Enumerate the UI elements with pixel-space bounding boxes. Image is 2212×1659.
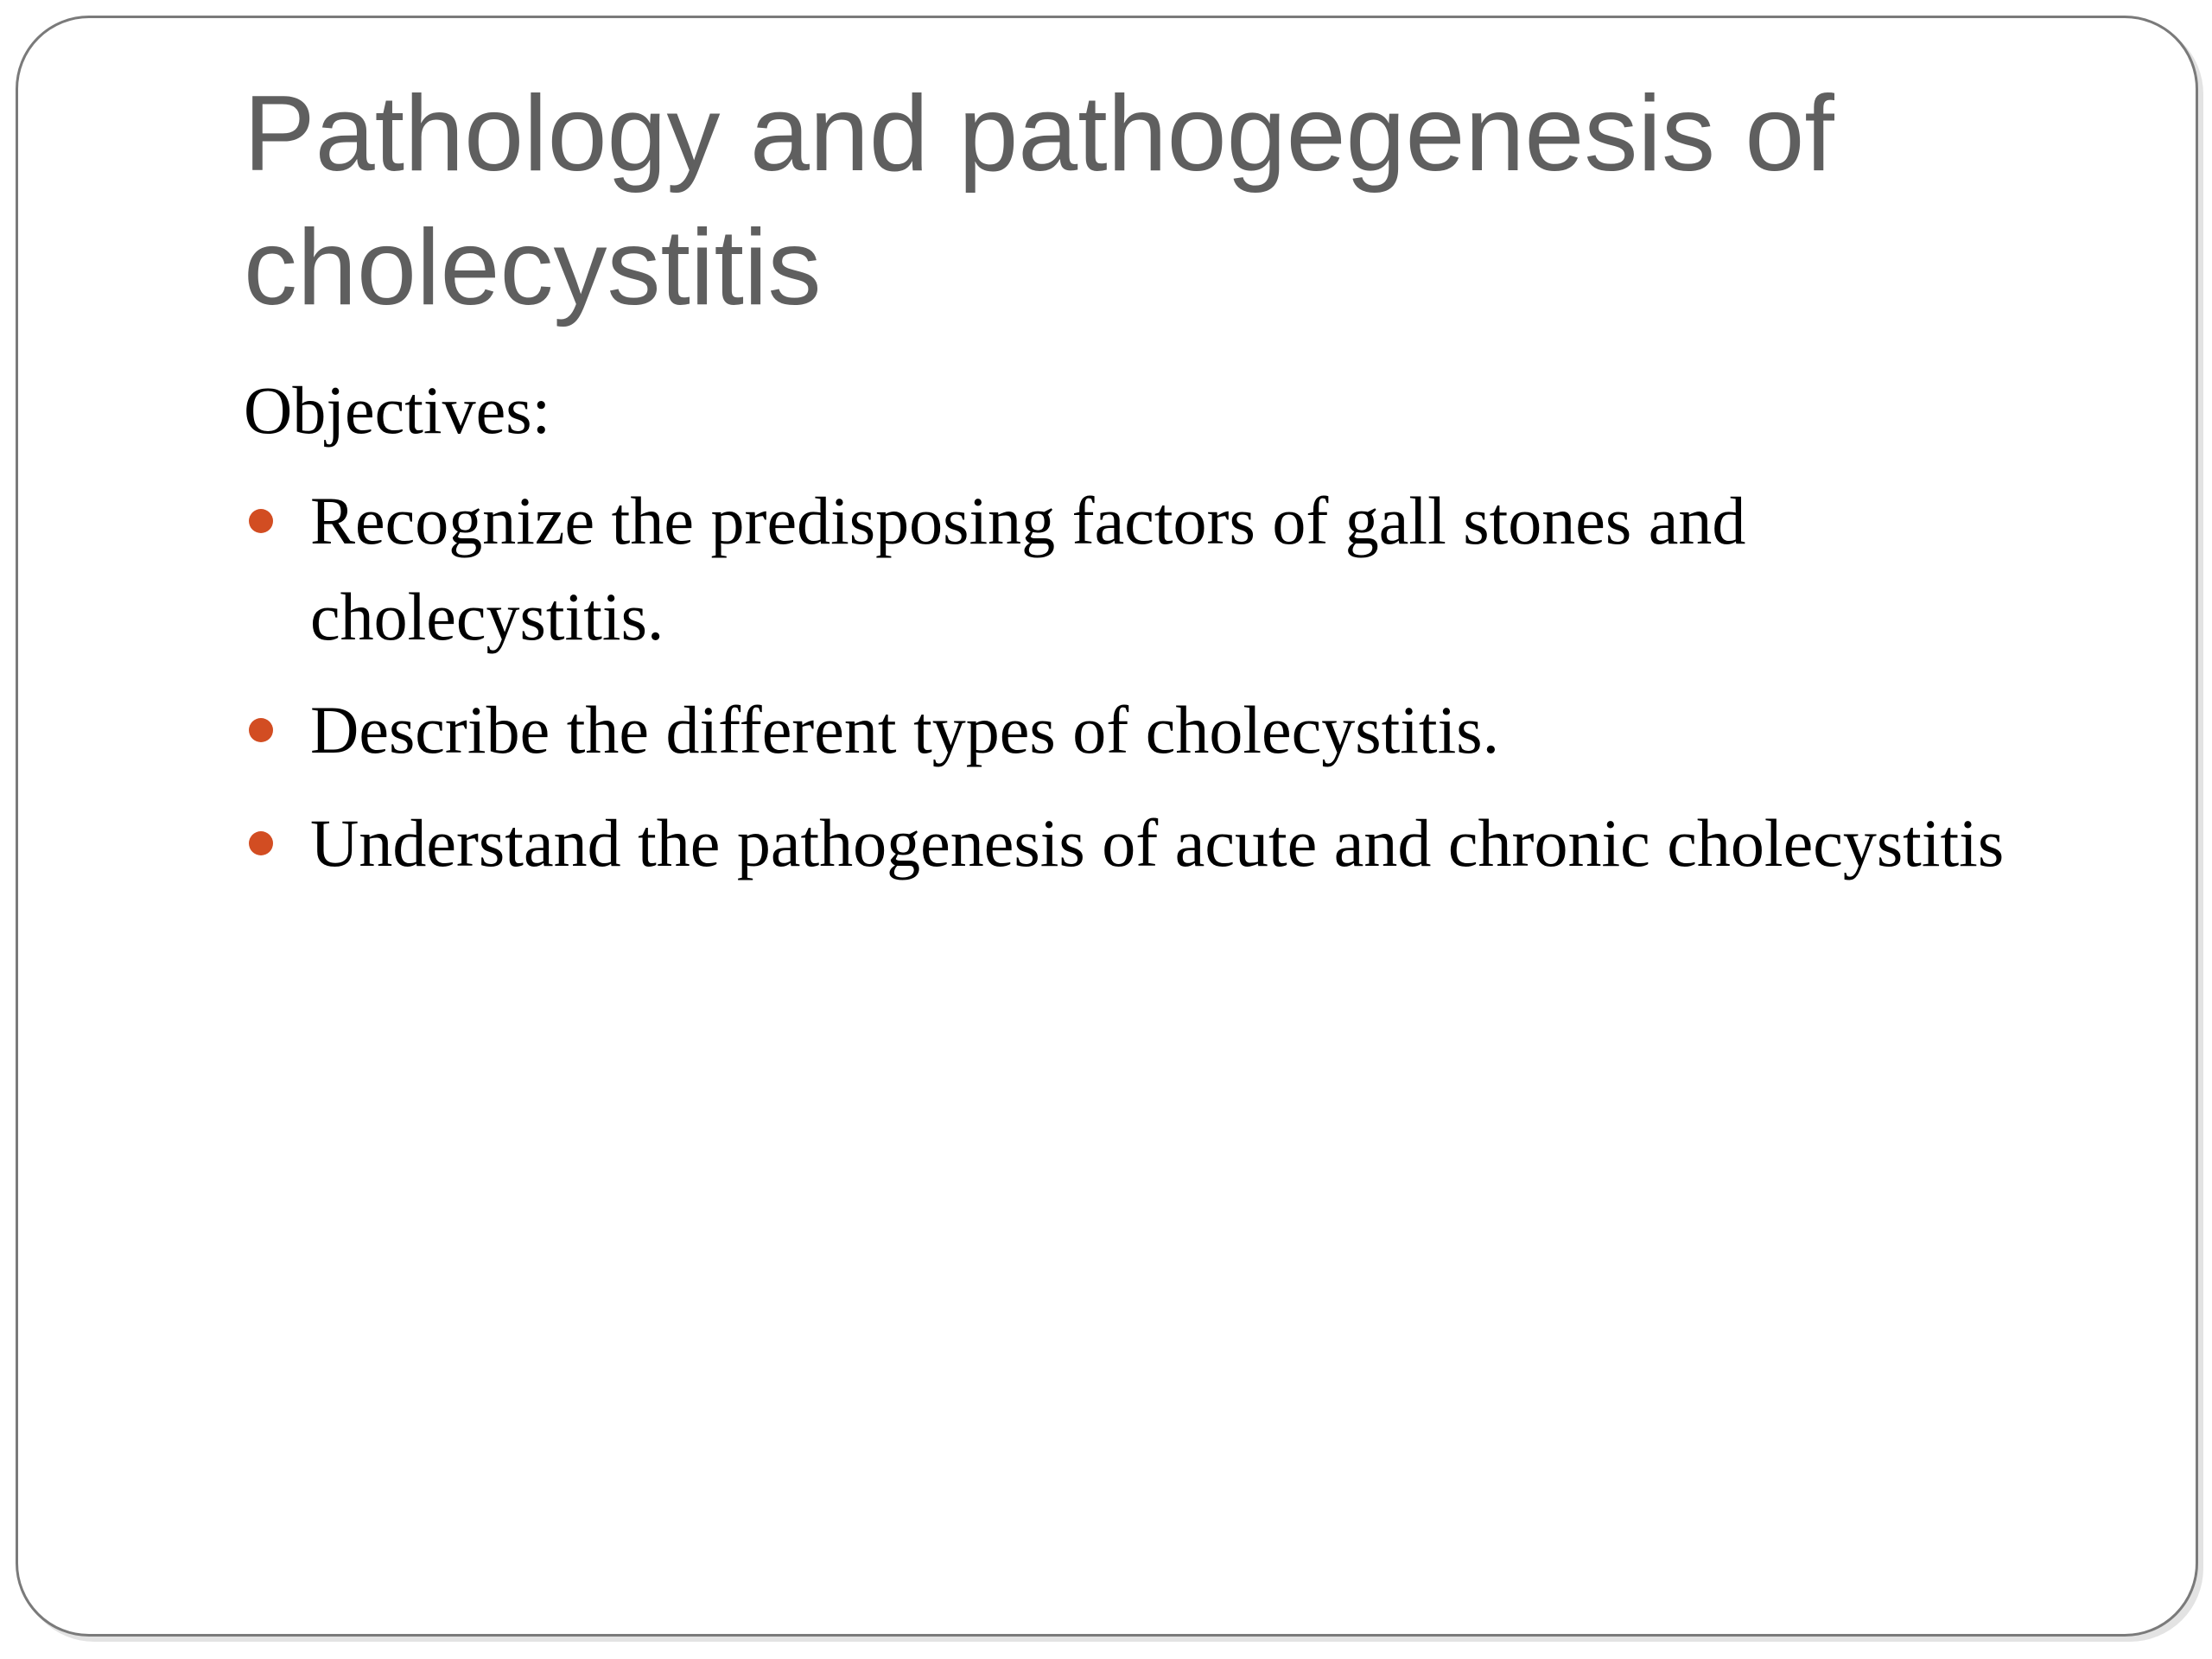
bullet-icon: [249, 831, 273, 855]
slide-title: Pathology and pathogegenesis of cholecystitis: [244, 74, 1834, 327]
list-item: [244, 795, 2101, 891]
list-item-text: Describe the different types of cholecystitis.: [310, 692, 1500, 767]
slide-body: [244, 367, 2101, 908]
list-item-text: Understand the pathogenesis of acute and chronic cholecystitis: [310, 805, 2005, 880]
objectives-list: [244, 473, 2101, 891]
bullet-icon: [249, 718, 273, 742]
list-item-text: Recognize the predisposing factors of gall stones and cholecystitis.: [310, 483, 1746, 654]
list-item: [244, 473, 2101, 664]
bullet-icon: [249, 509, 273, 533]
list-item: [244, 682, 2101, 778]
objectives-label: Objectives:: [244, 372, 551, 448]
